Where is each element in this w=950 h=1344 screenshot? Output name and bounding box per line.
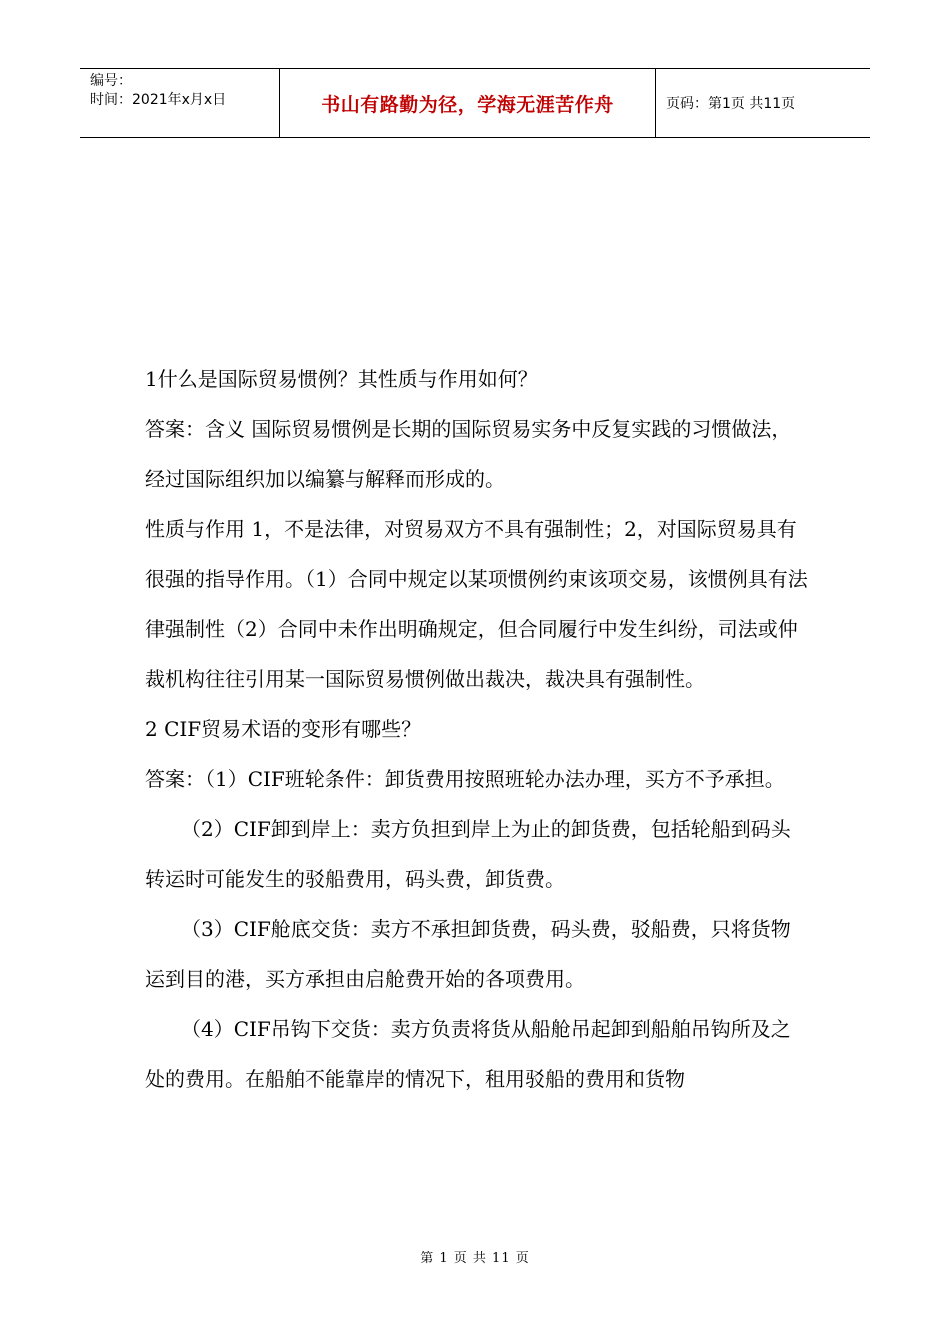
question-1: 1什么是国际贸易惯例？其性质与作用如何？	[145, 367, 538, 391]
page-footer: 第 1 页 共 11 页	[420, 1251, 530, 1266]
document-header	[80, 68, 870, 138]
answer-1-paragraph-1: 答案：含义 国际贸易惯例是长期的国际贸易实务中反复实践的习惯做法，经过国际组织加以编纂与解释而形成的。	[145, 417, 792, 491]
answer-2-paragraph-1: 答案：（1）CIF班轮条件：卸货费用按照班轮办法办理，买方不予承担。	[145, 767, 785, 791]
header-meta	[80, 69, 280, 137]
header-page-info: 页码：第1页 共11页	[666, 96, 796, 112]
document-body	[145, 354, 810, 1104]
answer-1-paragraph-2: 性质与作用 1，不是法律，对贸易双方不具有强制性；2，对国际贸易具有很强的指导作用。（1）合同中规定以某项惯例约束该项交易，该惯例具有法律强制性（2）合同中未作出明确规定，但合同履行中发生纠纷，司法或仲裁机构往往引用某一国际贸易惯例做出裁决，裁决具有强制性。	[145, 517, 808, 691]
question-2: 2 CIF贸易术语的变形有哪些？	[145, 717, 422, 741]
answer-2-paragraph-2: （2）CIF卸到岸上：卖方负担到岸上为止的卸货费，包括轮船到码头转运时可能发生的驳船费用，码头费，卸货费。	[145, 817, 791, 891]
number-label: 编号：	[90, 73, 132, 89]
answer-2-paragraph-4: （4）CIF吊钩下交货：卖方负责将货从船舱吊起卸到船舶吊钩所及之处的费用。在船舶不能靠岸的情况下，租用驳船的费用和货物	[145, 1017, 791, 1091]
header-motto: 书山有路勤为径，学海无涯苦作舟	[280, 69, 656, 137]
answer-2-paragraph-3: （3）CIF舱底交货：卖方不承担卸货费，码头费，驳船费，只将货物运到目的港，买方承担由启舱费开始的各项费用。	[145, 917, 791, 991]
time-label: 时间：2021年x月x日	[90, 92, 227, 108]
